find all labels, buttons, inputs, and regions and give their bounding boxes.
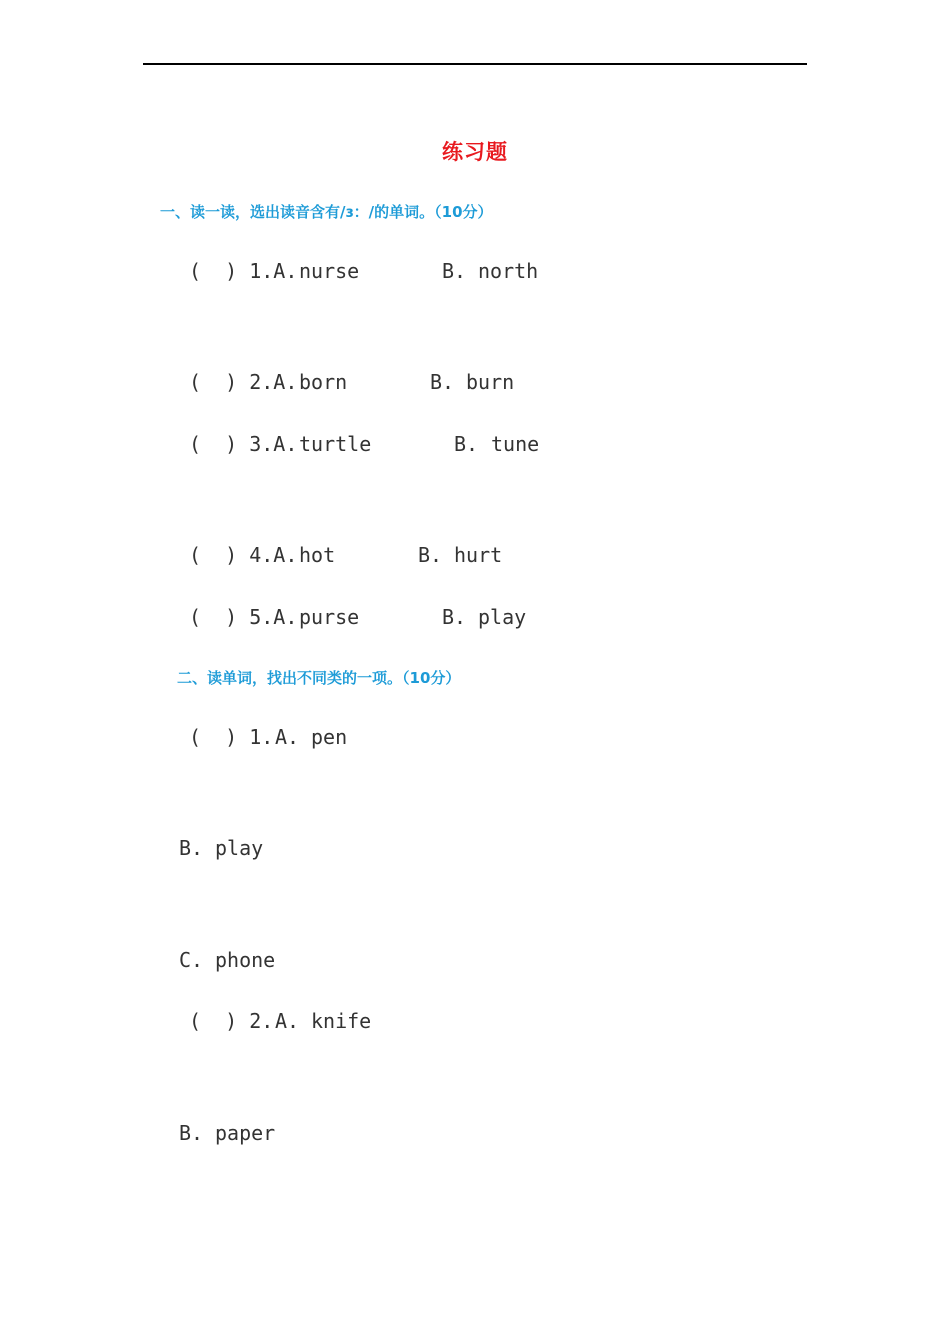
s1-q4-prefix: ( ) 4.A.	[189, 543, 298, 567]
s1-q2-option-b-label: B.	[430, 370, 455, 394]
s1-q1-prefix: ( ) 1.A.	[189, 259, 298, 283]
s1-q2-option-a: born	[299, 370, 348, 394]
s2-q2-option-b: paper	[215, 1121, 276, 1145]
s2-q1-option-b-line	[179, 836, 264, 908]
s2-q1-option-c-label: C.	[179, 948, 204, 972]
s1-q1-option-b: north	[478, 259, 539, 283]
s1-q2-prefix: ( ) 2.A.	[189, 370, 298, 394]
top-rule	[143, 63, 807, 65]
s2-question-2	[189, 1009, 372, 1105]
s2-q1-prefix: ( ) 1.	[189, 725, 274, 749]
s1-q3-option-b-label: B.	[454, 432, 479, 456]
s1-question-1	[189, 259, 539, 379]
s1-q4-option-b-label: B.	[418, 543, 443, 567]
s1-q3-option-a: turtle	[299, 432, 372, 456]
s1-q5-option-b: play	[478, 605, 527, 629]
s2-q1-option-a-label: A.	[275, 725, 300, 749]
section-2-heading: 二、读单词，找出不同类的一项。（10分）	[177, 669, 461, 687]
s2-question-1	[189, 725, 348, 821]
s1-q3-prefix: ( ) 3.A.	[189, 432, 298, 456]
s1-q5-option-a: purse	[299, 605, 360, 629]
s2-q2-prefix: ( ) 2.	[189, 1009, 274, 1033]
s1-q4-option-b: hurt	[454, 543, 503, 567]
s1-q3-option-b: tune	[491, 432, 540, 456]
s2-q2-option-a-label: A.	[275, 1009, 300, 1033]
s2-q2-option-a: knife	[311, 1009, 372, 1033]
s2-q1-option-c: phone	[215, 948, 276, 972]
s1-q4-option-a: hot	[299, 543, 336, 567]
s1-q5-option-b-label: B.	[442, 605, 467, 629]
s1-q1-option-b-label: B.	[442, 259, 467, 283]
s2-q1-option-b-label: B.	[179, 836, 204, 860]
section-1-heading: 一、读一读，选出读音含有/ɜ：/的单词。（10分）	[160, 203, 493, 221]
s2-q2-option-b-label: B.	[179, 1121, 204, 1145]
s1-q1-option-a: nurse	[299, 259, 360, 283]
page-title: 练习题	[442, 140, 508, 164]
s2-q2-option-b-line	[179, 1121, 276, 1193]
s1-q5-prefix: ( ) 5.A.	[189, 605, 298, 629]
s2-q1-option-a: pen	[311, 725, 348, 749]
s1-question-3	[189, 432, 540, 552]
s1-q2-option-b: burn	[466, 370, 515, 394]
s2-q1-option-b: play	[215, 836, 264, 860]
